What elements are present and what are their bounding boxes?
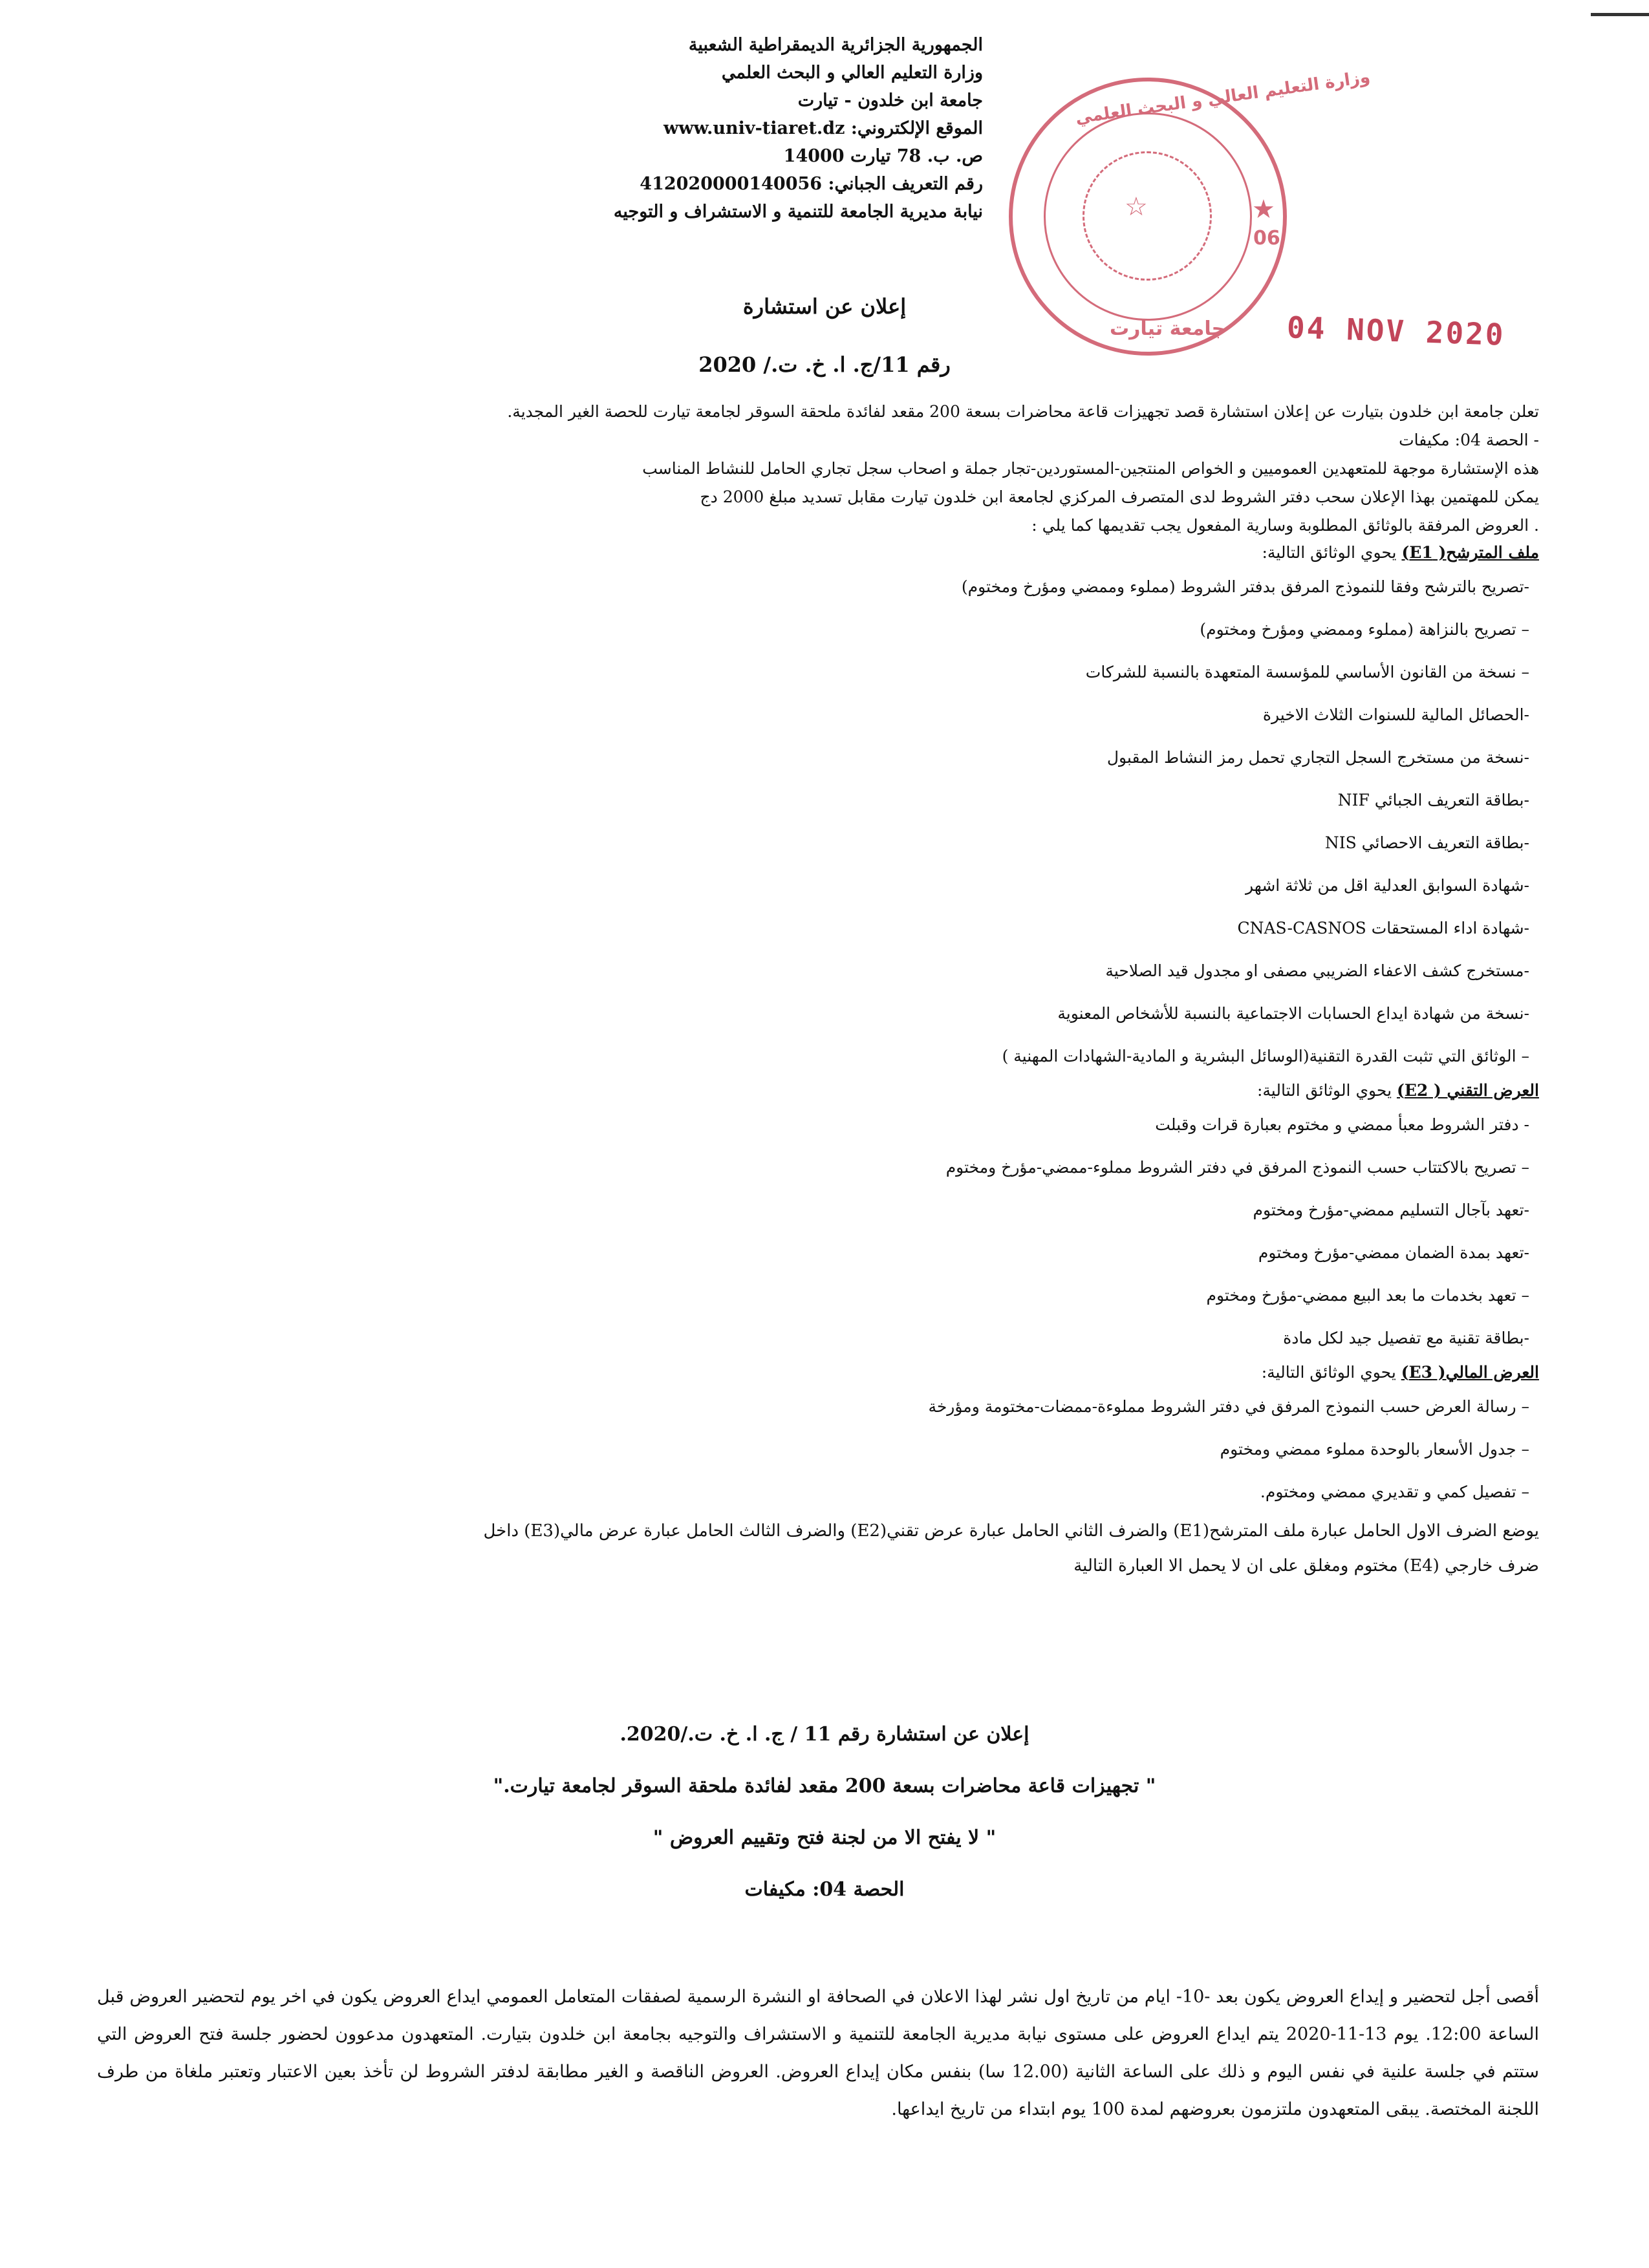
- stamp-date: 04 NOV 2020: [1286, 310, 1506, 352]
- website-label: الموقع الإلكتروني:: [850, 118, 983, 138]
- e2-heading-rest: يحوي الوثائق التالية:: [1256, 1081, 1397, 1100]
- header-website: [569, 114, 983, 142]
- lot-line: - الحصة 04: مكيفات: [1399, 431, 1539, 449]
- stamp-number: 06: [1253, 227, 1280, 250]
- stamp-emblem: [1083, 151, 1212, 281]
- list-item: – رسالة العرض حسب النموذج المرفق في دفتر الشروط مملوءة-ممضات-مختومة ومؤرخة: [928, 1397, 1529, 1416]
- list-item: -تصريح بالترشح وفقا للنموذج المرفق بدفتر الشروط (مملوء وممضي ومؤرخ ومختوم): [961, 577, 1529, 596]
- list-item: - دفتر الشروط معبأ ممضي و مختوم بعبارة قرات وقبلت: [1155, 1115, 1529, 1134]
- list-item: – تصريح بالنزاهة (مملوء وممضي ومؤرخ ومختوم): [1200, 620, 1529, 639]
- list-item: -شهادة اداء المستحقات CNAS-CASNOS: [1237, 919, 1529, 937]
- list-item: – الوثائق التي تثبت القدرة التقنية(الوسائل البشرية و المادية-الشهادات المهنية ): [1002, 1047, 1529, 1065]
- section-heading-e1: [110, 540, 1539, 566]
- e1-heading: ملف المترشح( E1): [1401, 543, 1539, 562]
- header-university: جامعة ابن خلدون - تيارت: [797, 91, 983, 111]
- list-item: -نسخة من شهادة ايداع الحسابات الاجتماعية بالنسبة للأشخاص المعنوية: [1057, 1004, 1529, 1023]
- deadline-paragraph: أقصى أجل لتحضير و إيداع العروض يكون بعد -10- ايام من تاريخ اول نشر لهذا الاعلان في الصحافة او النشرة الرسمية لصفقات المتعامل العمومي ايداع العروض يكون في اخر يوم لتحضير العروض قبل الساعة 12:00. يوم 13-11-2020 يتم ايداع العروض على مستوى نيابة مديرية الجامعة للتنمية و الاستشراف والتوجيه بجامعة ابن خلدون بتيارت. المتعهدون مدعوون لحضور جلسة فتح العروض التي ستتم في جلسة علنية في نفس اليوم و ذلك على الساعة الثانية (12.00 سا) بنفس مكان إيداع العروض. العروض الناقصة و الغير مطابقة لدفتر الشروط لن تأخذ بعين الاعتبار وتعتبر ملغاة من طرف اللجنة المختصة. يبقى المتعهدون ملتزمون بعروضهم لمدة 100 يوم ابتداء من تاريخ ايداعها.: [97, 1987, 1539, 2119]
- intro-paragraph: تعلن جامعة ابن خلدون بتيارت عن إعلان استشارة قصد تجهيزات قاعة محاضرات بسعة 200 مقعد لفائدة ملحقة السوقر لجامعة تيارت للحصة الغير المجدية.: [507, 402, 1539, 421]
- scan-edge-line: [1591, 13, 1649, 16]
- section-heading-e3: [110, 1360, 1539, 1385]
- header-directorate: نيابة مديرية الجامعة للتنمية و الاستشراف و التوجيه: [613, 202, 983, 222]
- list-item: – جدول الأسعار بالوحدة مملوء ممضي ومختوم: [1220, 1440, 1529, 1459]
- header-postal: ص. ب. 78 تيارت 14000: [783, 146, 983, 166]
- specs-withdrawal-line: يمكن للمهتمين بهذا الإعلان سحب دفتر الشروط لدى المتصرف المركزي لجامعة ابن خلدون تيارت مقابل تسديد مبلغ 2000 دج: [700, 487, 1539, 506]
- submission-intro-line: . العروض المرفقة بالوثائق المطلوبة وسارية المفعول يجب تقديمها كما يلي :: [1031, 516, 1539, 535]
- list-item: -شهادة السوابق العدلية اقل من ثلاثة اشهر: [1245, 876, 1529, 895]
- website-url: www.univ-tiaret.dz: [663, 118, 845, 138]
- list-item: -تعهد بآجال التسليم ممضي-مؤرخ ومختوم: [1253, 1201, 1529, 1219]
- header-republic: الجمهورية الجزائرية الديمقراطية الشعبية: [688, 35, 983, 55]
- e3-heading-rest: يحوي الوثائق التالية:: [1261, 1363, 1401, 1382]
- star-icon: ★: [1252, 195, 1275, 224]
- section-heading-e2: [110, 1078, 1539, 1104]
- list-item: – تعهد بخدمات ما بعد البيع ممضي-مؤرخ ومختوم: [1206, 1286, 1529, 1305]
- stamp-bottom-text: جامعة تيارت: [1110, 317, 1226, 340]
- label-line-4: الحصة 04: مكيفات: [744, 1878, 905, 1901]
- label-line-2: " تجهيزات قاعة محاضرات بسعة 200 مقعد لفائدة ملحقة السوقر لجامعة تيارت.": [493, 1775, 1156, 1797]
- label-line-3: " لا يفتح الا من لجنة فتح وتقييم العروض ": [652, 1826, 997, 1849]
- audience-line: هذه الإستشارة موجهة للمتعهدين العموميين و الخواص المنتجين-المستوردين-تجار جملة و اصحاب سجل تجاري الحامل للنشاط المناسب: [642, 459, 1539, 478]
- list-item: -بطاقة تقنية مع تفصيل جيد لكل مادة: [1283, 1329, 1529, 1347]
- header-ministry: وزارة التعليم العالي و البحث العلمي: [721, 63, 983, 83]
- announcement-body: [110, 398, 1539, 1583]
- list-item: -نسخة من مستخرج السجل التجاري تحمل رمز النشاط المقبول: [1106, 748, 1529, 767]
- envelope-line-1: يوضع الضرف الاول الحامل عبارة ملف المترشح(E1) والضرف الثاني الحامل عبارة عرض تقني(E2) والضرف الثالث الحامل عبارة عرض مالي(E3) داخل: [483, 1521, 1539, 1541]
- list-item: -بطاقة التعريف الجبائي NIF: [1337, 791, 1529, 809]
- list-item: -تعهد بمدة الضمان ممضي-مؤرخ ومختوم: [1258, 1243, 1529, 1262]
- stamp-outer-text: وزارة التعليم العالي و البحث العلمي: [1074, 67, 1372, 128]
- envelope-line-2: ضرف خارجي (E4) مختوم ومغلق على ان لا يحمل الا العبارة التالية: [1073, 1556, 1539, 1576]
- star-icon: ☆: [1125, 192, 1148, 222]
- announcement-title: إعلان عن استشارة: [742, 294, 907, 319]
- header-tax-id: رقم التعريف الجباني: 412020000140056: [640, 174, 983, 194]
- e3-heading: العرض المالي( E3): [1401, 1363, 1539, 1382]
- list-item: – تصريح بالاكتتاب حسب النموذج المرفق في دفتر الشروط مملوء-ممضي-مؤرخ ومختوم: [945, 1158, 1529, 1177]
- letterhead: [569, 31, 983, 226]
- e1-heading-rest: يحوي الوثائق التالية:: [1262, 543, 1402, 562]
- label-line-1: إعلان عن استشارة رقم 11 / ج. ا. خ. ت./2020.: [620, 1723, 1029, 1746]
- list-item: -بطاقة التعريف الاحصائي NIS: [1324, 833, 1529, 852]
- list-item: – تفصيل كمي و تقديري ممضي ومختوم.: [1260, 1482, 1529, 1501]
- announcement-number: رقم 11/ج. ا. خ. ت./ 2020: [698, 352, 951, 377]
- list-item: -الحصائل المالية للسنوات الثلاث الاخيرة: [1262, 705, 1529, 724]
- list-item: – نسخة من القانون الأساسي للمؤسسة المتعهدة بالنسبة للشركات: [1085, 663, 1529, 681]
- list-item: -مستخرج كشف الاعفاء الضريبي مصفى او مجدول قيد الصلاحية: [1105, 961, 1529, 980]
- e2-heading: العرض التقني ( E2): [1396, 1081, 1539, 1100]
